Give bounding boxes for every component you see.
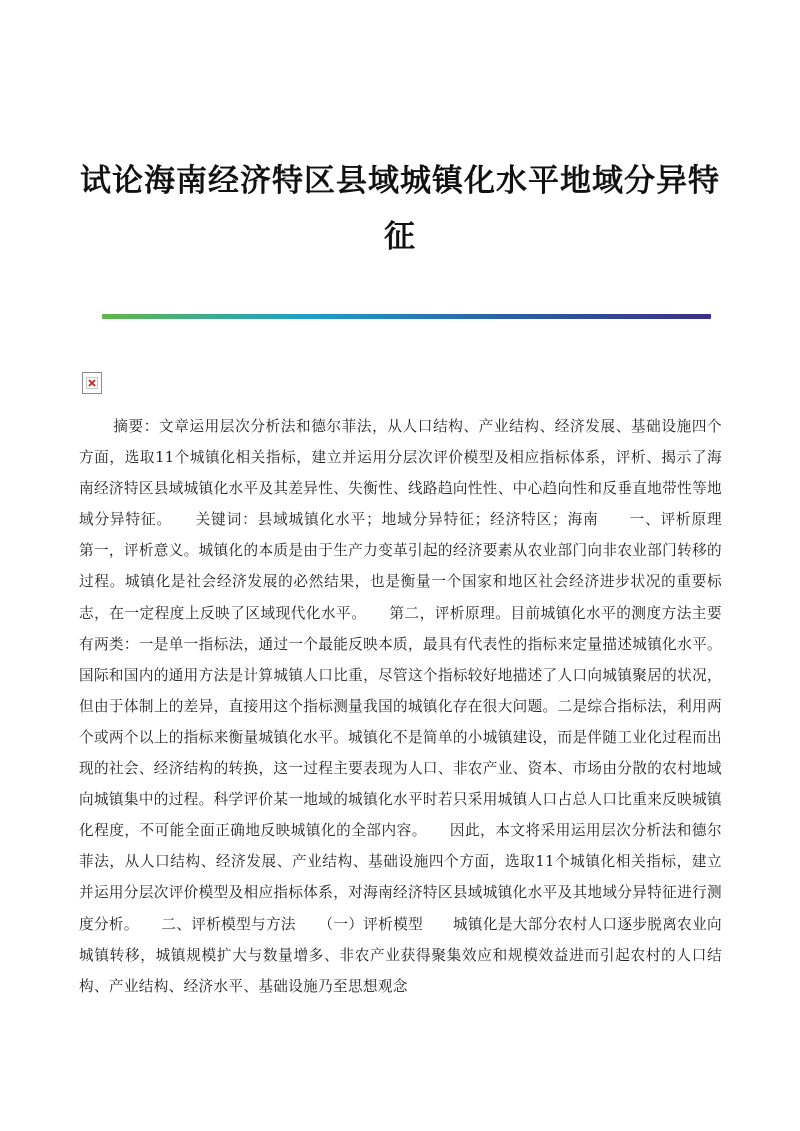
document-title: 试论海南经济特区县域城镇化水平地域分异特征 [80, 163, 720, 255]
abstract-and-body-text: 摘要：文章运用层次分析法和德尔菲法，从人口结构、产业结构、经济发展、基础设施四个方面，选取11个城镇化相关指标，建立并运用分层次评价模型及相应指标体系，评析、揭示了海南经济特区县域城镇化水平及其差异性、失衡性、线路趋向性性、中心趋向性和反垂直地带性等地域分异特征。 关键词：县域城镇化水平；地域分异特征；经济特区；海南 一、评析原理 第一，评析意义。城镇化的本质是由于生产力变革引起的经济要素从农业部门向非农业部门转移的过程。城镇化是社会经济发展的必然结果，也是衡量一个国家和地区社会经济进步状况的重要标志，在一定程度上反映了区域现代化水平。 第二，评析原理。目前城镇化水平的测度方法主要有两类：一是单一指标法，通过一个最能反映本质，最具有代表性的指标来定量描述城镇化水平。国际和国内的通用方法是计算城镇人口比重，尽管这个指标较好地描述了人口向城镇聚居的状况，但由于体制上的差异，直接用这个指标测量我国的城镇化存在很大问题。二是综合指标法，利用两个或两个以上的指标来衡量城镇化水平。城镇化不是简单的小城镇建设，而是伴随工业化过程而出现的社会、经济结构的转换，这一过程主要表现为人口、非农产业、资本、市场由分散的农村地域向城镇集中的过程。科学评价某一地域的城镇化水平时若只采用城镇人口占总人口比重来反映城镇化程度，不可能全面正确地反映城镇化的全部内容。 因此，本文将采用运用层次分析法和德尔菲法，从人口结构、经济发展、产业结构、基础设施四个方面，选取11个城镇化相关指标，建立并运用分层次评价模型及相应指标体系，对海南经济特区县域城镇化水平及其地域分异特征进行测度分析。 二、评析模型与方法 （一）评析模型 城镇化是大部分农村人口逐步脱离农业向城镇转移，城镇规模扩大与数量增多、非农产业获得聚集效应和规模效益进而引起农村的人口结构、产业结构、经济水平、基础设施乃至思想观念 [79, 418, 752, 995]
broken-image-icon [82, 372, 102, 394]
title-gradient-rule [102, 314, 711, 319]
